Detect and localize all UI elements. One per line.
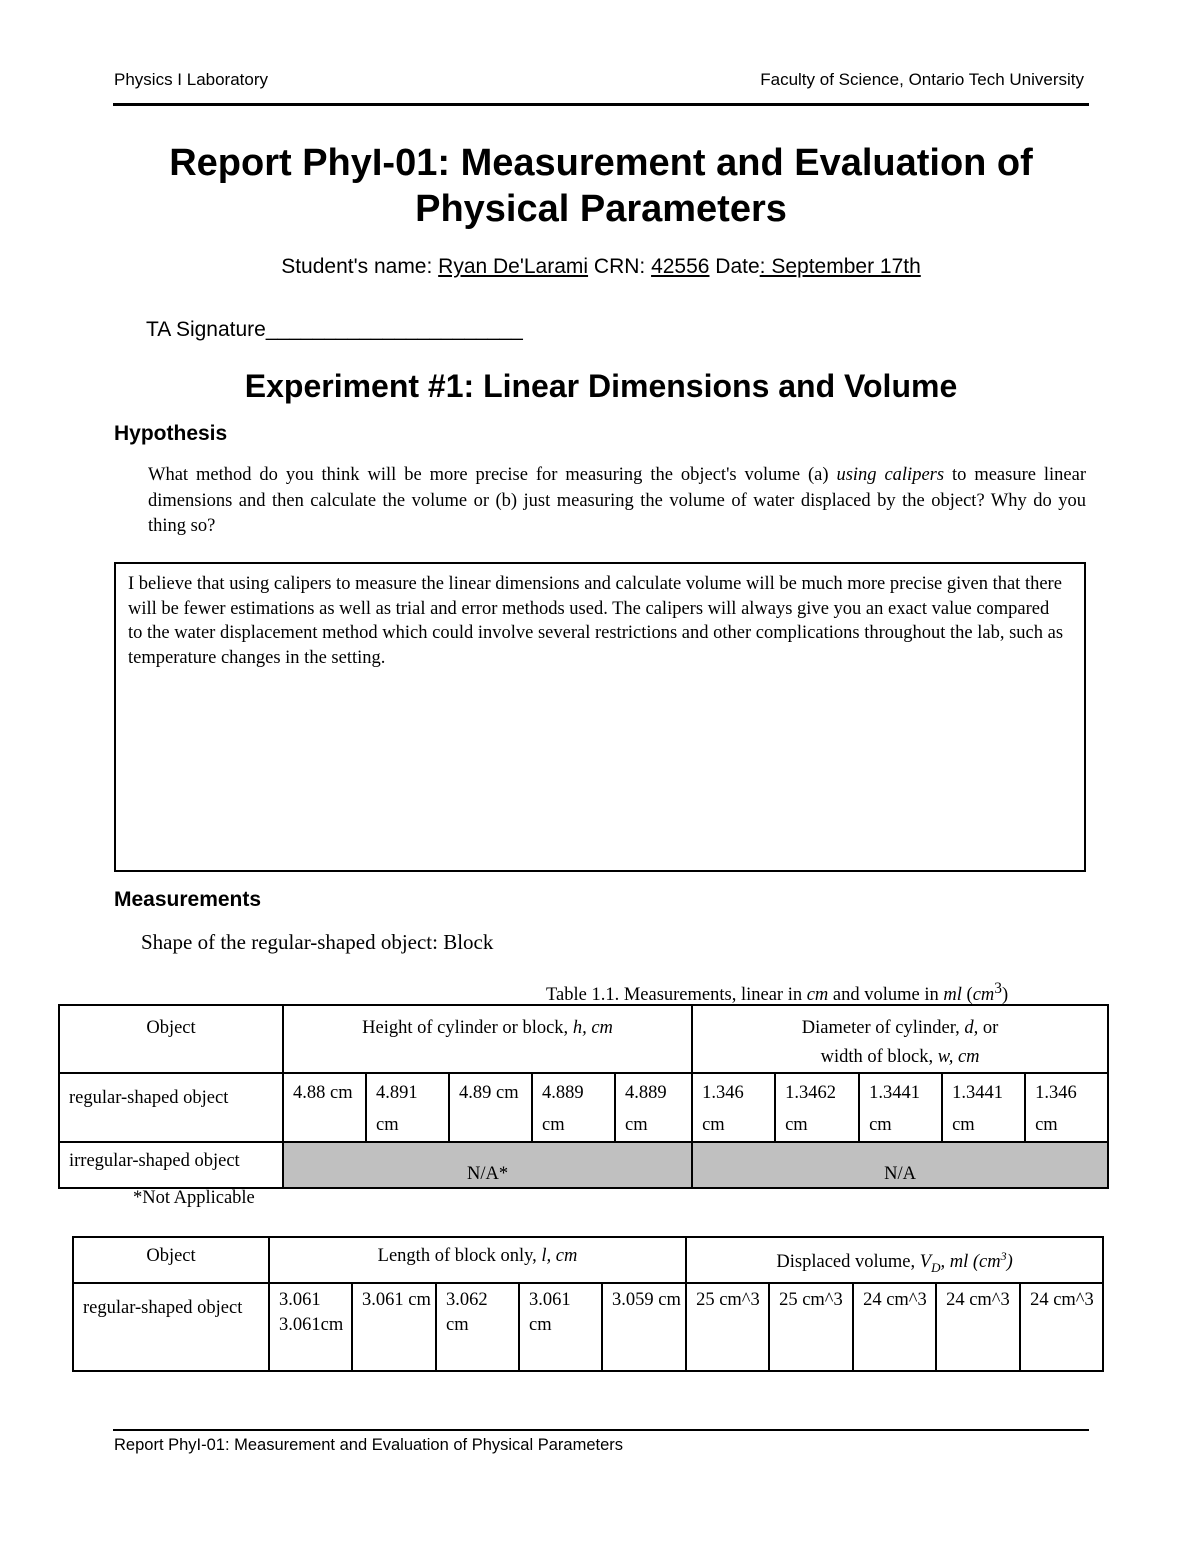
caption-cm: cm bbox=[806, 985, 829, 1006]
header-volume-text: Displaced volume, bbox=[776, 1252, 920, 1273]
height-cell: 4.89 cm bbox=[449, 1073, 532, 1142]
report-title bbox=[113, 140, 1089, 232]
caption-sup: 3 bbox=[994, 980, 1002, 997]
table-row bbox=[73, 1283, 1103, 1371]
row-label-regular: regular-shaped object bbox=[73, 1283, 269, 1371]
caption-close: ) bbox=[1001, 985, 1009, 1006]
question-part2: to measure linear dimensions and then calculate the volume or (b) just measuring the volume of water displaced by the object? Why do you thing so? bbox=[148, 465, 1086, 536]
header-object: Object bbox=[73, 1237, 269, 1283]
na-diameter-cell: N/A bbox=[692, 1142, 1108, 1188]
hypothesis-heading: Hypothesis bbox=[114, 422, 228, 445]
header-height-text: Height of cylinder or block, bbox=[362, 1018, 573, 1038]
length-cell: 3.061 cm bbox=[352, 1283, 436, 1371]
question-part1: What method do you think will be more precise for measuring the object's volume (a) bbox=[148, 465, 837, 485]
diameter-cell: 1.3441 cm bbox=[859, 1073, 942, 1142]
header-width-var: w, cm bbox=[937, 1047, 980, 1067]
ta-signature: TA Signature______________________ bbox=[146, 318, 523, 341]
row-label-regular: regular-shaped object bbox=[59, 1073, 283, 1142]
report-title-line1: Report PhyI-01: Measurement and Evaluation of bbox=[169, 142, 1033, 184]
header-length-var: l, cm bbox=[541, 1246, 578, 1266]
volume-cell: 24 cm^3 bbox=[936, 1283, 1020, 1371]
table-header-row bbox=[59, 1005, 1108, 1073]
volume-cell: 24 cm^3 bbox=[853, 1283, 936, 1371]
answer-text: I believe that using calipers to measure the linear dimensions and calculate volume will be much more precise given that there will be fewer estimations as well as trial and error methods used. The calipers will always give you an exact value compared to the water displacement method which could involve several restrictions and other complications throughout the lab, such as temperature changes in the setting. bbox=[128, 574, 1064, 669]
caption-ml: ml bbox=[943, 985, 962, 1006]
header-height bbox=[283, 1005, 692, 1073]
shape-text: Shape of the regular-shaped object: Block bbox=[141, 930, 494, 954]
report-title-line2: Physical Parameters bbox=[415, 188, 787, 230]
header-volume-sup: 3 bbox=[1000, 1249, 1007, 1263]
header-volume-sub: D bbox=[931, 1259, 941, 1275]
caption-part2: and volume in bbox=[828, 985, 944, 1006]
experiment-title: Experiment #1: Linear Dimensions and Volume bbox=[244, 368, 958, 404]
length-cell: 3.061 cm bbox=[519, 1283, 602, 1371]
measurements-table bbox=[58, 1004, 1109, 1189]
measurements-heading: Measurements bbox=[114, 888, 262, 911]
na-height-cell: N/A* bbox=[283, 1142, 692, 1188]
not-applicable-note: *Not Applicable bbox=[133, 1188, 255, 1208]
header-length bbox=[269, 1237, 686, 1283]
diameter-cell: 1.346 cm bbox=[692, 1073, 775, 1142]
caption-cm3: cm bbox=[972, 985, 995, 1006]
header-divider bbox=[113, 103, 1089, 106]
volume-cell: 25 cm^3 bbox=[769, 1283, 853, 1371]
footer-divider bbox=[113, 1429, 1089, 1431]
header-left: Physics I Laboratory bbox=[114, 70, 269, 89]
table-caption bbox=[546, 980, 1008, 1006]
header-diameter-line2 bbox=[693, 1043, 1107, 1072]
header-length-text: Length of block only, bbox=[377, 1246, 542, 1266]
volume-cell: 25 cm^3 bbox=[686, 1283, 769, 1371]
diameter-cell: 1.3462 cm bbox=[775, 1073, 859, 1142]
header-object: Object bbox=[59, 1005, 283, 1073]
header-diameter bbox=[692, 1005, 1108, 1073]
crn-label: CRN: bbox=[588, 255, 652, 278]
header-volume-unit: , ml (cm bbox=[940, 1252, 1001, 1273]
date-value: : September 17th bbox=[759, 255, 921, 278]
question-emphasis: using calipers bbox=[836, 465, 945, 485]
height-cell: 4.889 cm bbox=[615, 1073, 692, 1142]
length-cell: 3.062 cm bbox=[436, 1283, 519, 1371]
hypothesis-question bbox=[148, 463, 1086, 540]
height-cell: 4.88 cm bbox=[283, 1073, 366, 1142]
header-displaced-volume bbox=[686, 1237, 1103, 1283]
volume-cell: 24 cm^3 bbox=[1020, 1283, 1103, 1371]
header-diameter-text: Diameter of cylinder, bbox=[801, 1018, 965, 1038]
table-row bbox=[59, 1142, 1108, 1188]
length-volume-table bbox=[72, 1236, 1104, 1372]
header-diameter-line1 bbox=[693, 1014, 1107, 1043]
header-diameter-var: d, bbox=[964, 1018, 979, 1038]
table-row bbox=[59, 1073, 1108, 1142]
length-cell: 3.059 cm bbox=[602, 1283, 686, 1371]
footer-text: Report PhyI-01: Measurement and Evaluation of Physical Parameters bbox=[114, 1436, 624, 1454]
student-info bbox=[113, 255, 1089, 279]
table-header-row bbox=[73, 1237, 1103, 1283]
header-width-text: width of block, bbox=[820, 1047, 938, 1067]
diameter-cell: 1.346 cm bbox=[1025, 1073, 1108, 1142]
length-cell: 3.061 3.061cm bbox=[269, 1283, 352, 1371]
date-label: Date bbox=[709, 255, 760, 278]
caption-part3: ( bbox=[961, 985, 973, 1006]
header-height-var: h, cm bbox=[572, 1018, 613, 1038]
student-name: Ryan De'Larami bbox=[438, 255, 589, 278]
height-cell: 4.891 cm bbox=[366, 1073, 449, 1142]
height-cell: 4.889 cm bbox=[532, 1073, 615, 1142]
crn-value: 42556 bbox=[651, 255, 710, 278]
caption-part1: Table 1.1. Measurements, linear in bbox=[546, 985, 807, 1006]
header-volume-close: ) bbox=[1006, 1252, 1013, 1273]
diameter-cell: 1.3441 cm bbox=[942, 1073, 1025, 1142]
header-volume-var: V bbox=[919, 1252, 932, 1273]
header-right: Faculty of Science, Ontario Tech University bbox=[760, 70, 1084, 89]
student-label: Student's name: bbox=[281, 255, 439, 278]
row-label-irregular: irregular-shaped object bbox=[59, 1142, 283, 1188]
header-diameter-or: or bbox=[978, 1018, 999, 1038]
